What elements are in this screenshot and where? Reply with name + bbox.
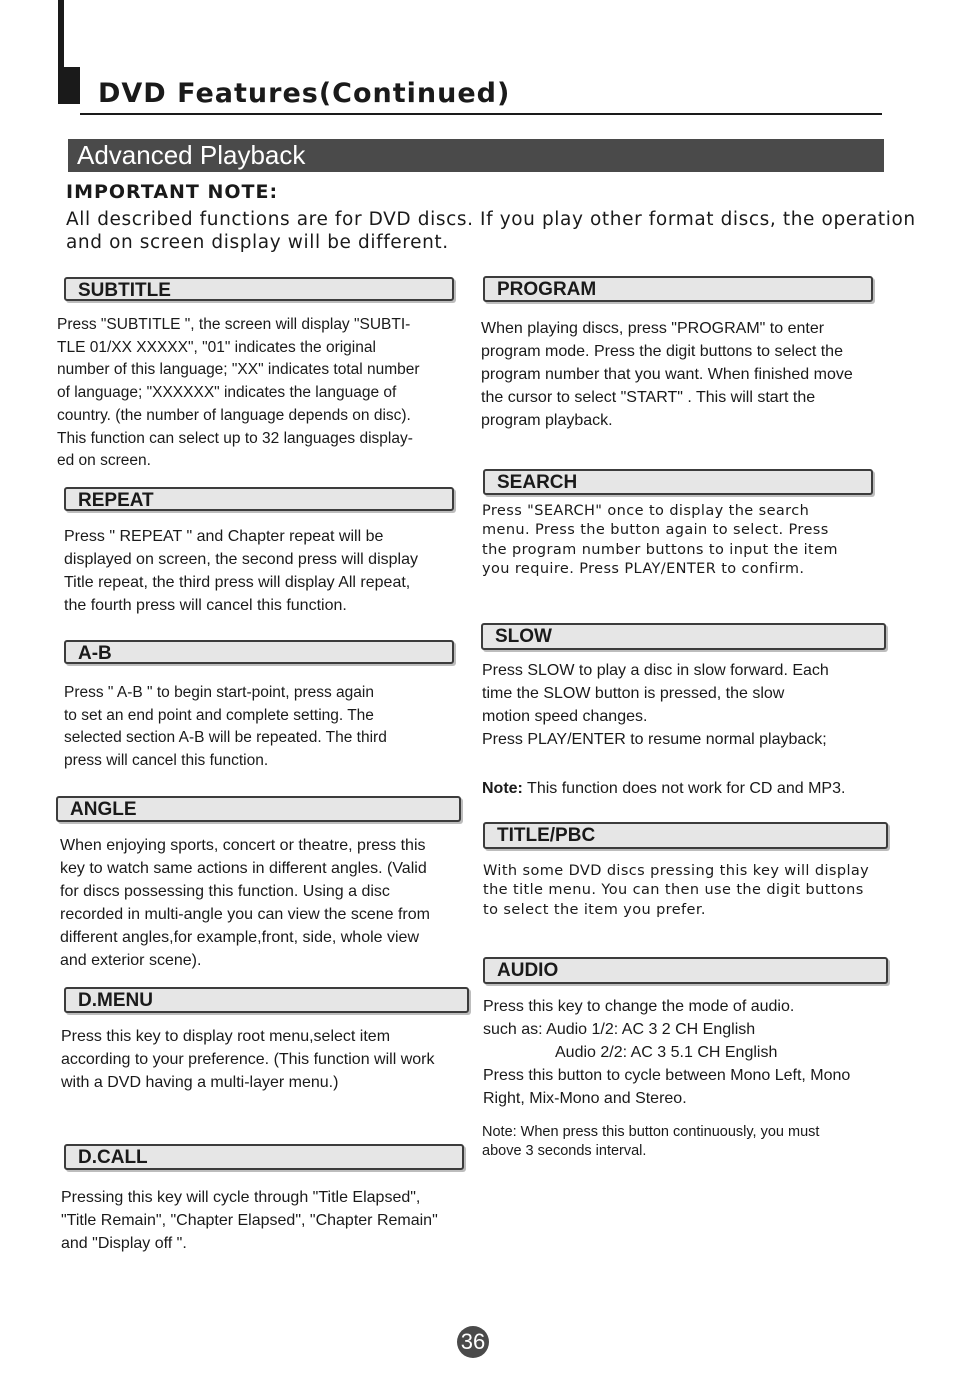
ab-heading: A-B	[78, 643, 112, 664]
slow-text	[482, 659, 882, 751]
text-line: the title menu. You can then use the digit buttons	[483, 882, 864, 899]
dmenu-header	[64, 987, 469, 1013]
text-line: the fourth press will cancel this function.	[64, 597, 347, 614]
program-heading: PROGRAM	[497, 279, 597, 300]
text-line: Press " A-B " to begin start-point, press again	[64, 684, 374, 701]
titlepbc-header	[483, 822, 888, 849]
note-text: This function does not work for CD and MP3.	[522, 780, 846, 797]
text-line: and exterior scene).	[60, 952, 202, 969]
important-note-heading: IMPORTANT NOTE:	[66, 181, 279, 203]
text-line: Press this key to display root menu,select item	[61, 1028, 391, 1045]
text-line: you require. Press PLAY/ENTER to confirm.	[482, 560, 805, 577]
section-banner	[68, 139, 884, 172]
edge-block	[58, 67, 80, 104]
angle-text	[60, 834, 470, 972]
text-line: country. (the number of language depends on disc).	[57, 406, 411, 424]
important-note-line: All described functions are for DVD discs. If you play other format discs, the operation	[66, 209, 916, 230]
text-line: press will cancel this function.	[64, 752, 269, 770]
text-line: Note: When press this button continuously, you must	[482, 1124, 820, 1140]
text-line: "Title Remain", "Chapter Elapsed", "Chapter Remain"	[61, 1212, 438, 1229]
search-heading: SEARCH	[497, 472, 578, 493]
program-text	[481, 317, 886, 432]
text-line: Press this key to change the mode of audio.	[483, 998, 795, 1015]
text-line: different angles,for example,front, side, whole view	[60, 929, 420, 946]
audio-heading: AUDIO	[497, 960, 559, 981]
text-line: the program number buttons to input the item	[482, 541, 838, 558]
text-line: above 3 seconds interval.	[482, 1143, 647, 1159]
angle-header	[56, 796, 461, 822]
ab-header	[64, 640, 454, 664]
dcall-header	[64, 1144, 464, 1170]
text-line: to select the item you prefer.	[483, 901, 706, 918]
search-header	[483, 469, 873, 495]
dmenu-text	[61, 1025, 473, 1094]
text-line: menu. Press the button again to select. Press	[482, 522, 829, 539]
program-header	[483, 276, 873, 302]
text-line: for discs possessing this function. Using a disc	[60, 883, 390, 900]
audio-text	[483, 995, 903, 1110]
audio-header	[483, 957, 888, 984]
text-line: time the SLOW button is pressed, the slow	[482, 685, 785, 702]
dcall-text	[61, 1186, 473, 1255]
dmenu-heading: D.MENU	[78, 990, 153, 1011]
angle-heading: ANGLE	[70, 799, 137, 820]
text-line: recorded in multi-angle you can view the scene from	[60, 906, 430, 923]
text-line: key to watch same actions in different angles. (Valid	[60, 860, 427, 877]
slow-note	[482, 777, 902, 800]
text-line: Press PLAY/ENTER to resume normal playback;	[482, 731, 827, 748]
text-line: number of this language; "XX" indicates total number	[57, 361, 420, 379]
text-line: TLE 01/XX XXXXX", "01" indicates the original	[57, 338, 376, 356]
text-line: of language; "XXXXXX" indicates the language of	[57, 384, 397, 402]
text-line: When enjoying sports, concert or theatre, press this	[60, 837, 426, 854]
text-line: Press "SUBTITLE ", the screen will display "SUBTI-	[57, 316, 411, 333]
subtitle-heading: SUBTITLE	[78, 280, 171, 301]
text-line: to set an end point and complete setting. The	[64, 706, 374, 724]
text-line: program number that you want. When finished move	[481, 366, 853, 383]
important-note-body	[66, 208, 916, 254]
repeat-header	[64, 487, 454, 511]
titlepbc-heading: TITLE/PBC	[497, 825, 596, 846]
text-line: When playing discs, press "PROGRAM" to enter	[481, 320, 825, 337]
text-line: program mode. Press the digit buttons to select the	[481, 343, 843, 360]
text-line: motion speed changes.	[482, 708, 648, 725]
dcall-heading: D.CALL	[78, 1147, 148, 1168]
text-line: Press " REPEAT " and Chapter repeat will be	[64, 528, 384, 545]
text-line: the cursor to select "START" . This will start the	[481, 389, 816, 406]
text-line: With some DVD discs pressing this key will display	[483, 863, 870, 879]
page-number: 36	[457, 1326, 489, 1358]
slow-header	[481, 623, 886, 650]
search-text	[482, 502, 882, 579]
text-line: Press this button to cycle between Mono Left, Mono	[483, 1067, 851, 1084]
text-line: ed on screen.	[57, 452, 151, 470]
text-line: such as: Audio 1/2: AC 3 2 CH English	[483, 1021, 756, 1038]
slow-heading: SLOW	[495, 626, 552, 647]
titlepbc-text	[483, 862, 908, 920]
text-line: Audio 2/2: AC 3 5.1 CH English	[555, 1044, 778, 1061]
page-title: DVD Features(Continued)	[98, 78, 511, 109]
text-line: Press "SEARCH" once to display the search	[482, 503, 810, 519]
text-line: and "Display off ".	[61, 1235, 187, 1252]
ab-text	[64, 682, 456, 773]
subtitle-header	[64, 277, 454, 301]
repeat-heading: REPEAT	[78, 490, 154, 511]
text-line: selected section A-B will be repeated. The third	[64, 729, 387, 747]
text-line: displayed on screen, the second press will display	[64, 551, 418, 568]
title-rule	[80, 113, 882, 115]
text-line: Right, Mix-Mono and Stereo.	[483, 1090, 687, 1107]
note-label: Note:	[482, 780, 523, 797]
text-line: according to your preference. (This function will work	[61, 1051, 435, 1068]
text-line: Title repeat, the third press will display All repeat,	[64, 574, 411, 591]
section-title: Advanced Playback	[77, 140, 306, 170]
audio-note	[482, 1123, 902, 1161]
text-line: with a DVD having a multi-layer menu.)	[61, 1074, 339, 1091]
subtitle-text	[57, 314, 457, 473]
important-note-line: and on screen display will be different.	[66, 232, 449, 253]
repeat-text	[64, 525, 462, 617]
text-line: This function can select up to 32 languages display-	[57, 429, 413, 447]
text-line: Pressing this key will cycle through "Title Elapsed",	[61, 1189, 421, 1206]
text-line: Press SLOW to play a disc in slow forward. Each	[482, 662, 829, 679]
text-line: program playback.	[481, 412, 613, 429]
